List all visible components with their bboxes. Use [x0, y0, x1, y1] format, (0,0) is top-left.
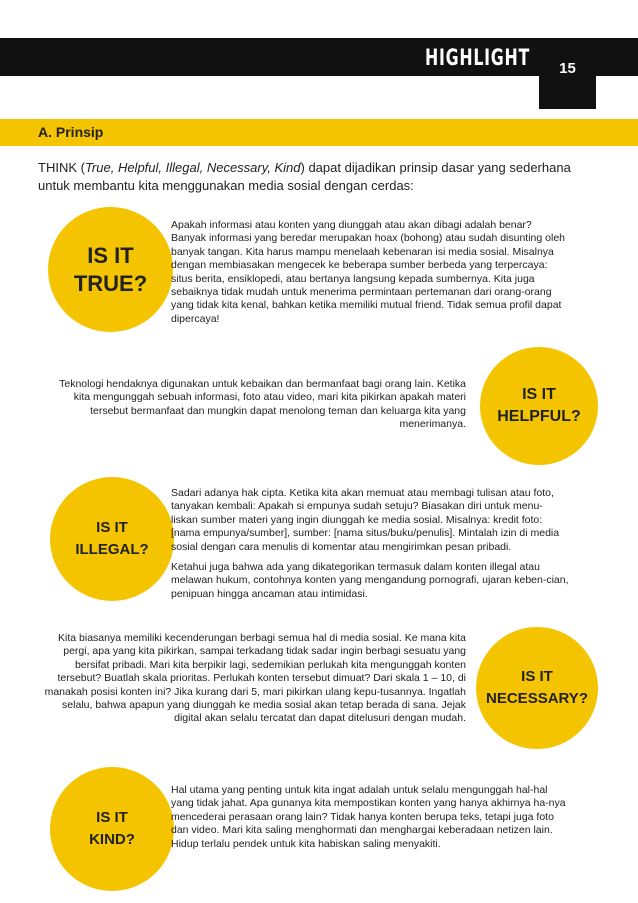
intro-text-after: ) dapat dijadikan prinsip dasar yang sederhana untuk membantu kita menggunakan media sosial dengan cerdas:: [38, 160, 571, 193]
intro-italic-words: True, Helpful, Illegal, Necessary, Kind: [84, 160, 301, 175]
helpful-paragraph: Teknologi hendaknya digunakan untuk kebaikan dan bermanfaat bagi orang lain. Ketika kita mengunggah sebuah informasi, foto atau video, mari kita pikirkan apakah materi tersebut bermanfaat dan mungkin dapat menolong teman dan keluarga kita yang menerimanya.: [59, 378, 466, 431]
necessary-label: IS IT NECESSARY?: [486, 668, 588, 707]
necessary-paragraph: Kita biasanya memiliki kecenderungan berbagi semua hal di media sosial. Ke mana kita pergi, apa yang kita pikirkan, sampai terkadang tidak sadar ingin berbagi sesuatu yang bersifat pribadi. Mari kita berpikir lagi, sedemikian perlukah kita mengunggah konten tersebut? Buatlah skala prioritas. Perlukah konten tersebut dimuat? Dari skala 1 – 10, di manakah posisi konten ini? Jika kurang dari 5, mari pikirkan ulang kepu-tusannya. Ingatlah selalu, bahwa apapun yang diunggah ke media sosial akan tetap berada di sana. Jejak digital akan selalu tercatat dan dapat ditelusuri dengan mudah.: [44, 632, 466, 725]
helpful-label: IS IT HELPFUL?: [497, 386, 581, 425]
page-number: 15: [559, 60, 576, 77]
necessary-circle: [476, 627, 598, 749]
illegal-paragraph-1: Sadari adanya hak cipta. Ketika kita akan memuat atau membagi tulisan atau foto, tanyakan kembali: Apakah si empunya sudah setuju? Biasakan diri untuk menu-liskan sumber materi yang ingin diunggah ke media sosial. Misalnya: kredit foto: [nama empunya/sumber], sumber: [nama situs/buku/penulis]. Mintalah izin di media sosial dengan cara menulis di komentar atau mengirimkan pesan pribadi.: [171, 487, 560, 553]
page-number-box: [539, 38, 596, 109]
section-bar: [0, 119, 638, 146]
intro-text-before: THINK (: [38, 160, 85, 175]
kind-paragraph: Hal utama yang penting untuk kita ingat adalah untuk selalu mengunggah hal-hal yang tidak jahat. Apa gunanya kita mempostikan konten yang hanya akhirnya ha-nya mencederai perasaan orang lain? Tidak hanya konten berupa teks, tetapi juga foto dan video. Mari kita saling menghormati dan menghargai keberadaan netizen lain. Hidup terlalu pendek untuk kita habiskan saling menyakiti.: [171, 784, 566, 850]
illegal-label: IS IT ILLEGAL?: [75, 519, 149, 558]
kind-label: IS IT KIND?: [89, 809, 135, 848]
illegal-paragraph-2: Ketahui juga bahwa ada yang dikategorikan termasuk dalam konten illegal atau melawan hukum, contohnya konten yang mengandung pornografi, ujaran keben-cian, penipuan hingga ancaman atau intimidasi.: [171, 561, 569, 600]
true-label: IS IT TRUE?: [73, 242, 148, 296]
kind-circle: [50, 767, 174, 891]
intro-text: [38, 159, 598, 195]
illegal-circle: [50, 477, 174, 601]
true-circle: [48, 207, 173, 332]
true-paragraph: Apakah informasi atau konten yang diunggah atau akan dibagi adalah benar? Banyak informasi yang beredar merupakan hoax (bohong) atau sudah disunting oleh banyak tangan. Kita harus mampu menelaah kebenaran isi media sosial. Misalnya dengan membiasakan mengecek ke beberapa sumber berbeda yang terpercaya: situs berita, ensiklopedi, atau bertanya langsung kepada sumbernya. Kita juga sebaiknya tidak mudah untuk menerima permintaan pertemanan dari orang-orang yang tidak kita kenal, bahkan ketika memiliki mutual friend. Tidak semua profil dapat dipercaya!: [171, 219, 566, 325]
helpful-circle: [480, 347, 598, 465]
section-title: A. Prinsip: [38, 124, 104, 140]
header-label: HIGHLIGHT: [425, 46, 530, 71]
